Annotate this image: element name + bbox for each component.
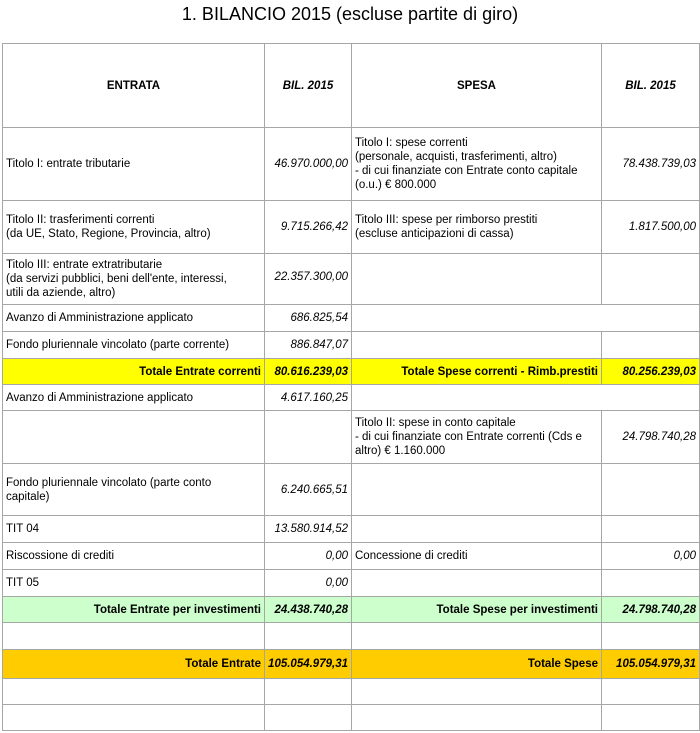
spesa-label (352, 570, 602, 597)
entrata-value: 13.580.914,52 (265, 516, 352, 543)
table-row (3, 254, 700, 305)
entrata-label: Avanzo di Amministrazione applicato (3, 385, 265, 411)
spesa-value (602, 464, 700, 516)
totale-generale-row (3, 650, 700, 679)
header-row (3, 44, 700, 128)
spesa-label: Titolo II: spese in conto capitale - di cui finanziate con Entrate correnti (Cds e altro) € 1.160.000 (352, 411, 602, 464)
spesa-value (602, 570, 700, 597)
entrata-value: 46.970.000,00 (265, 128, 352, 201)
spesa-value: 24.798.740,28 (602, 411, 700, 464)
totale-entrate-investimenti-value: 24.438.740,28 (265, 597, 352, 623)
spesa-value: 0,00 (602, 543, 700, 570)
header-entrata: ENTRATA (3, 44, 265, 128)
spesa-value (602, 254, 700, 305)
spesa-label: Titolo III: spese per rimborso prestiti (escluse anticipazioni di cassa) (352, 201, 602, 254)
totale-spese-investimenti-value: 24.798.740,28 (602, 597, 700, 623)
entrata-label: Titolo III: entrate extratributarie (da servizi pubblici, beni dell'ente, interessi, utili da aziende, altro) (3, 254, 265, 305)
totale-entrate-value: 105.054.979,31 (265, 650, 352, 679)
entrata-label: Titolo I: entrate tributarie (3, 128, 265, 201)
totale-spese-value: 105.054.979,31 (602, 650, 700, 679)
spesa-empty (352, 385, 700, 411)
entrata-label: Fondo pluriennale vincolato (parte conto capitale) (3, 464, 265, 516)
spesa-value (602, 332, 700, 359)
table-row (3, 385, 700, 411)
spesa-value: 78.438.739,03 (602, 128, 700, 201)
spesa-label (352, 254, 602, 305)
totale-spese-label: Totale Spese (352, 650, 602, 679)
totale-entrate-correnti-label: Totale Entrate correnti (3, 359, 265, 385)
table-row (3, 332, 700, 359)
header-spesa: SPESA (352, 44, 602, 128)
spesa-label: Concessione di crediti (352, 543, 602, 570)
spesa-label (352, 516, 602, 543)
table-row (3, 570, 700, 597)
entrata-label: Avanzo di Amministrazione applicato (3, 305, 265, 332)
empty-row (3, 623, 700, 650)
entrata-value: 4.617.160,25 (265, 385, 352, 411)
totale-investimenti-row (3, 597, 700, 623)
entrata-label (3, 411, 265, 464)
table-row (3, 516, 700, 543)
entrata-label: TIT 05 (3, 570, 265, 597)
spesa-label (352, 332, 602, 359)
header-bil-spesa: BIL. 2015 (602, 44, 700, 128)
entrata-label: Riscossione di crediti (3, 543, 265, 570)
spesa-value: 1.817.500,00 (602, 201, 700, 254)
entrata-value: 886.847,07 (265, 332, 352, 359)
spesa-label (352, 464, 602, 516)
empty-row (3, 705, 700, 731)
entrata-value: 0,00 (265, 570, 352, 597)
bilancio-table (2, 43, 700, 731)
entrata-value: 686.825,54 (265, 305, 352, 332)
spesa-label: Titolo I: spese correnti (personale, acquisti, trasferimenti, altro) - di cui finanziate con Entrate conto capitale (o.u.) € 800.000 (352, 128, 602, 201)
totale-spese-investimenti-label: Totale Spese per investimenti (352, 597, 602, 623)
table-row (3, 411, 700, 464)
spesa-empty (352, 305, 700, 332)
totale-spese-correnti-label: Totale Spese correnti - Rimb.prestiti (352, 359, 602, 385)
entrata-value (265, 411, 352, 464)
totale-entrate-investimenti-label: Totale Entrate per investimenti (3, 597, 265, 623)
totale-spese-correnti-value: 80.256.239,03 (602, 359, 700, 385)
totale-entrate-correnti-value: 80.616.239,03 (265, 359, 352, 385)
entrata-value: 0,00 (265, 543, 352, 570)
page-title: 1. BILANCIO 2015 (escluse partite di giro) (181, 4, 519, 24)
table-row (3, 128, 700, 201)
entrata-label: TIT 04 (3, 516, 265, 543)
table-row (3, 305, 700, 332)
entrata-label: Titolo II: trasferimenti correnti (da UE, Stato, Regione, Provincia, altro) (3, 201, 265, 254)
table-row (3, 201, 700, 254)
entrata-value: 6.240.665,51 (265, 464, 352, 516)
totale-entrate-label: Totale Entrate (3, 650, 265, 679)
header-bil-entrata: BIL. 2015 (265, 44, 352, 128)
entrata-value: 9.715.266,42 (265, 201, 352, 254)
entrata-value: 22.357.300,00 (265, 254, 352, 305)
spesa-value (602, 516, 700, 543)
totale-correnti-row (3, 359, 700, 385)
table-row (3, 543, 700, 570)
entrata-label: Fondo pluriennale vincolato (parte corrente) (3, 332, 265, 359)
empty-row (3, 679, 700, 705)
table-row (3, 464, 700, 516)
